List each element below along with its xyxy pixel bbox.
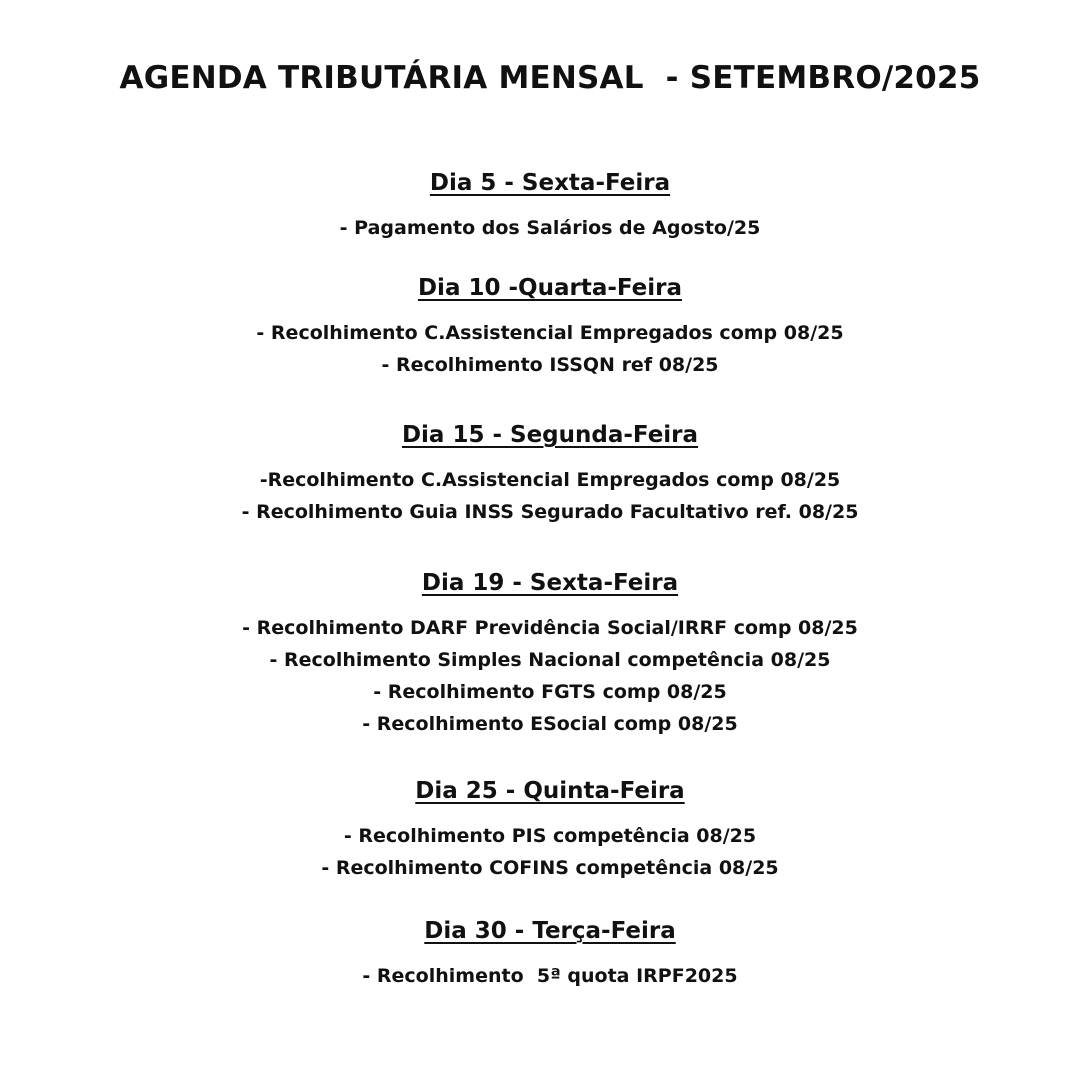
list-item: - Recolhimento PIS competência 08/25: [343, 825, 757, 847]
list-item: - Recolhimento FGTS comp 08/25: [373, 681, 727, 703]
list-item: - Recolhimento Simples Nacional competência 08/25: [269, 649, 831, 671]
section-day-5: [0, 168, 1080, 244]
section-heading: Dia 10 -Quarta-Feira: [417, 275, 683, 301]
list-item: -Recolhimento C.Assistencial Empregados comp 08/25: [259, 469, 841, 491]
section-day-19: [0, 568, 1080, 740]
section-heading: Dia 15 - Segunda-Feira: [401, 422, 699, 448]
list-item: - Recolhimento COFINS competência 08/25: [321, 857, 779, 879]
section-heading: Dia 5 - Sexta-Feira: [429, 170, 671, 196]
section-heading: Dia 19 - Sexta-Feira: [421, 570, 679, 596]
section-day-10: [0, 273, 1080, 381]
list-item: - Recolhimento ISSQN ref 08/25: [381, 354, 719, 376]
page-title: AGENDA TRIBUTÁRIA MENSAL - SETEMBRO/2025: [119, 60, 981, 96]
list-item: - Pagamento dos Salários de Agosto/25: [339, 217, 761, 239]
section-day-30: [0, 916, 1080, 992]
list-item: - Recolhimento DARF Previdência Social/IRRF comp 08/25: [242, 617, 858, 639]
section-heading: Dia 25 - Quinta-Feira: [415, 778, 685, 804]
section-day-25: [0, 776, 1080, 884]
list-item: - Recolhimento ESocial comp 08/25: [362, 713, 738, 735]
section-day-15: [0, 420, 1080, 528]
list-item: - Recolhimento 5ª quota IRPF2025: [362, 965, 738, 987]
section-heading: Dia 30 - Terça-Feira: [424, 918, 676, 944]
list-item: - Recolhimento C.Assistencial Empregados comp 08/25: [256, 322, 844, 344]
list-item: - Recolhimento Guia INSS Segurado Facultativo ref. 08/25: [241, 501, 859, 523]
